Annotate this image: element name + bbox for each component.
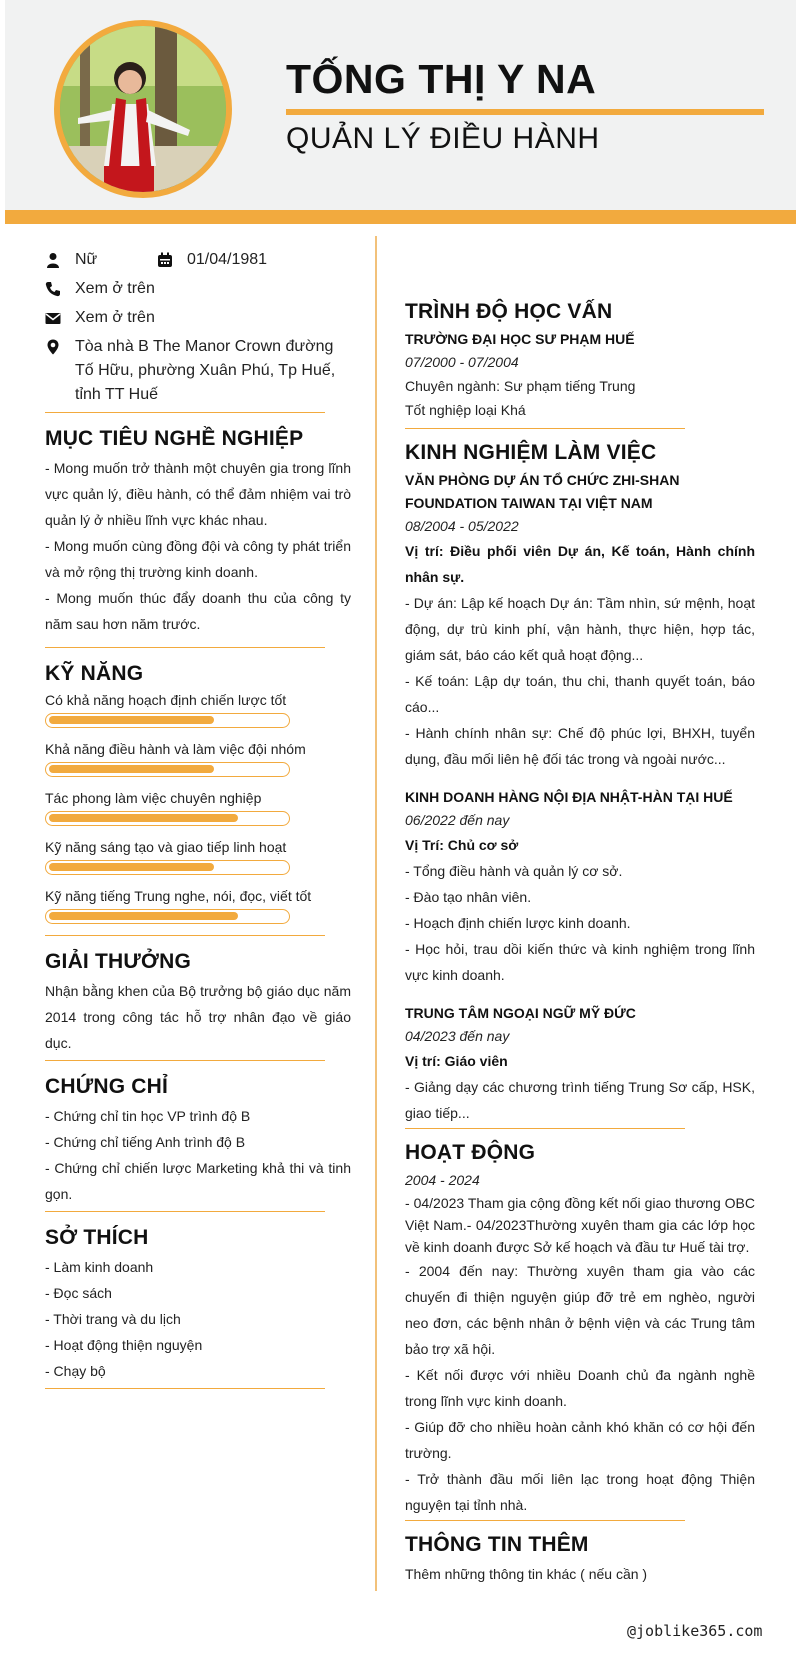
skill-level-fill xyxy=(49,814,238,822)
contact-row-gender-birthday xyxy=(45,248,351,272)
job-position: Vị Trí: Chủ cơ sở xyxy=(405,837,519,853)
activities-section xyxy=(405,1141,755,1518)
job-entry xyxy=(405,469,755,772)
contact-section xyxy=(45,248,351,407)
activities-dates: 2004 - 2024 xyxy=(405,1172,480,1188)
job-position: Vị trí: Giáo viên xyxy=(405,1053,508,1069)
job-org: VĂN PHÒNG DỰ ÁN TỔ CHỨC ZHI-SHAN FOUNDATION TAIWAN TẠI VIỆT NAM xyxy=(405,472,680,511)
extra-info-title: THÔNG TIN THÊM xyxy=(405,1533,589,1556)
phone-value: Xem ở trên xyxy=(75,280,155,297)
address-value: Tòa nhà B The Manor Crown đường Tố Hữu, phường Xuân Phú, Tp Huế, tỉnh TT Huế xyxy=(75,338,336,403)
extra-info-section xyxy=(405,1533,755,1587)
hobbies-title: SỞ THÍCH xyxy=(45,1226,149,1249)
avatar xyxy=(54,20,232,198)
education-title: TRÌNH ĐỘ HỌC VẤN xyxy=(405,300,613,323)
skill-level-bar xyxy=(45,762,290,777)
school-name: TRƯỜNG ĐẠI HỌC SƯ PHẠM HUẾ xyxy=(405,331,635,347)
objective-line: - Mong muốn thúc đẩy doanh thu của công ty năm sau hơn năm trước. xyxy=(45,590,351,632)
name-underline xyxy=(286,109,764,115)
awards-text: Nhận bằng khen của Bộ trưởng bộ giáo dục năm 2014 trong công tác hỗ trợ nhân đạo về giáo dục. xyxy=(45,983,351,1051)
hobbies-section xyxy=(45,1226,351,1384)
job-entry xyxy=(405,1002,755,1126)
skill-level-fill xyxy=(49,912,238,920)
job-detail: - Giảng dạy các chương trình tiếng Trung Sơ cấp, HSK, giao tiếp... xyxy=(405,1079,755,1121)
section-divider xyxy=(45,412,325,413)
activity-item: - 2004 đến nay: Thường xuyên tham gia vào các chuyến đi thiện nguyện giúp đỡ trẻ em nghèo, người neo đơn, các bệnh nhân ở bệnh viện và các Trung tâm bảo trợ xã hội. xyxy=(405,1263,755,1357)
contact-row-address xyxy=(45,335,351,407)
column-divider xyxy=(375,236,377,1591)
section-divider xyxy=(45,1060,325,1061)
certificate-item: - Chứng chỉ tiếng Anh trình độ B xyxy=(45,1134,246,1150)
activity-item: - 04/2023 Tham gia cộng đồng kết nối giao thương OBC Việt Nam.- 04/2023Thường xuyên tham gia các lớp học về kinh doanh được Sở kế hoạch và đầu tư Huế tài trợ. xyxy=(405,1195,755,1255)
skills-title: KỸ NĂNG xyxy=(45,662,144,685)
skill-level-fill xyxy=(49,765,214,773)
activities-title: HOẠT ĐỘNG xyxy=(405,1141,536,1164)
job-dates: 06/2022 đến nay xyxy=(405,812,510,828)
job-position: Vị trí: Điều phối viên Dự án, Kế toán, Hành chính nhân sự. xyxy=(405,543,755,585)
candidate-name: TỐNG THỊ Y NA xyxy=(286,56,597,102)
section-divider xyxy=(405,1520,685,1521)
extra-info-text: Thêm những thông tin khác ( nếu cần ) xyxy=(405,1566,648,1582)
skill-label: Kỹ năng sáng tạo và giao tiếp linh hoạt xyxy=(45,839,287,855)
section-divider xyxy=(405,1128,685,1129)
gender-value: Nữ xyxy=(75,251,98,268)
objective-line: - Mong muốn trở thành một chuyên gia trong lĩnh vực quản lý, điều hành, có thể đảm nhiệm vai trò quản lý ở nhiều lĩnh vực khác nhau. xyxy=(45,460,351,528)
objective-section xyxy=(45,427,351,637)
job-detail: - Hoạch định chiến lược kinh doanh. xyxy=(405,915,631,931)
skill-level-bar xyxy=(45,909,290,924)
certificate-item: - Chứng chỉ tin học VP trình độ B xyxy=(45,1108,251,1124)
awards-title: GIẢI THƯỞNG xyxy=(45,950,192,973)
job-detail: - Hành chính nhân sự: Chế độ phúc lợi, BHXH, tuyển dụng, đầu mối liên hệ đối tác trong và ngoài nước... xyxy=(405,725,755,767)
left-column xyxy=(45,248,351,1403)
watermark: @joblike365.com xyxy=(627,1622,763,1640)
hobby-item: - Hoạt động thiện nguyện xyxy=(45,1337,203,1353)
experience-section xyxy=(405,441,755,1126)
hobby-item: - Chạy bộ xyxy=(45,1363,106,1379)
awards-section xyxy=(45,950,351,1056)
skill-level-fill xyxy=(49,716,214,724)
certificate-item: - Chứng chỉ chiến lược Marketing khả thi và tinh gọn. xyxy=(45,1160,351,1202)
education-dates: 07/2000 - 07/2004 xyxy=(405,354,519,370)
objective-line: - Mong muốn cùng đồng đội và công ty phát triển và mở rộng thị trường kinh doanh. xyxy=(45,538,351,580)
person-icon xyxy=(45,248,75,272)
activity-item: - Trở thành đầu mối liên lạc trong hoạt động Thiện nguyện tại tỉnh nhà. xyxy=(405,1471,755,1513)
skill-label: Khả năng điều hành và làm việc đội nhóm xyxy=(45,741,306,757)
education-section xyxy=(405,300,755,422)
email-value: Xem ở trên xyxy=(75,309,155,326)
birthday-value: 01/04/1981 xyxy=(187,251,268,268)
job-title: QUẢN LÝ ĐIỀU HÀNH xyxy=(286,122,600,155)
skill-level-bar xyxy=(45,713,290,728)
skill-label: Kỹ năng tiếng Trung nghe, nói, đọc, viết tốt xyxy=(45,888,312,904)
section-divider xyxy=(45,1211,325,1212)
envelope-icon xyxy=(45,306,75,330)
contact-row-phone xyxy=(45,277,351,301)
section-divider xyxy=(45,935,325,936)
skill-level-fill xyxy=(49,863,214,871)
hobby-item: - Làm kinh doanh xyxy=(45,1259,154,1275)
job-dates: 08/2004 - 05/2022 xyxy=(405,518,519,534)
job-entry xyxy=(405,786,755,988)
experience-title: KINH NGHIỆM LÀM VIỆC xyxy=(405,441,657,464)
skill-label: Có khả năng hoạch định chiến lược tốt xyxy=(45,692,287,708)
skill-level-bar xyxy=(45,860,290,875)
hobby-item: - Thời trang và du lịch xyxy=(45,1311,181,1327)
activity-item: - Giúp đỡ cho nhiều hoàn cảnh khó khăn có cơ hội đến trường. xyxy=(405,1419,755,1461)
activity-item: - Kết nối được với nhiều Doanh chủ đa ngành nghề trong lĩnh vực kinh doanh. xyxy=(405,1367,755,1409)
calendar-icon xyxy=(157,248,187,272)
header-accent-bar xyxy=(5,210,796,224)
skill-level-bar xyxy=(45,811,290,826)
education-major: Chuyên ngành: Sư phạm tiếng Trung xyxy=(405,378,636,394)
certificates-section xyxy=(45,1075,351,1207)
phone-icon xyxy=(45,277,75,301)
section-divider xyxy=(45,647,325,648)
job-detail: - Học hỏi, trau dồi kiến thức và kinh nghiệm trong lĩnh vực kinh doanh. xyxy=(405,941,755,983)
contact-row-email xyxy=(45,306,351,330)
section-divider xyxy=(405,428,685,429)
job-detail: - Đào tạo nhân viên. xyxy=(405,889,532,905)
education-grade: Tốt nghiệp loại Khá xyxy=(405,402,526,418)
job-detail: - Dự án: Lập kế hoạch Dự án: Tầm nhìn, sứ mệnh, hoạt động, dự trù kinh phí, vận hành, thực hiện, hợp tác, giám sát, báo cáo kết quả hoạt động... xyxy=(405,595,755,663)
certificates-title: CHỨNG CHỈ xyxy=(45,1075,169,1098)
location-pin-icon xyxy=(45,335,75,359)
job-detail: - Kế toán: Lập dự toán, thu chi, thanh quyết toán, báo cáo... xyxy=(405,673,755,715)
section-divider xyxy=(45,1388,325,1389)
objective-title: MỤC TIÊU NGHỀ NGHIỆP xyxy=(45,427,304,450)
right-column xyxy=(405,300,755,1587)
job-dates: 04/2023 đến nay xyxy=(405,1028,510,1044)
skill-label: Tác phong làm việc chuyên nghiệp xyxy=(45,790,262,806)
hobby-item: - Đọc sách xyxy=(45,1285,112,1301)
job-org: KINH DOANH HÀNG NỘI ĐỊA NHẬT-HÀN TẠI HUẾ xyxy=(405,789,733,805)
job-detail: - Tổng điều hành và quản lý cơ sở. xyxy=(405,863,623,879)
skills-section xyxy=(45,662,351,924)
job-org: TRUNG TÂM NGOẠI NGỮ MỸ ĐỨC xyxy=(405,1005,636,1021)
profile-photo xyxy=(60,26,226,192)
